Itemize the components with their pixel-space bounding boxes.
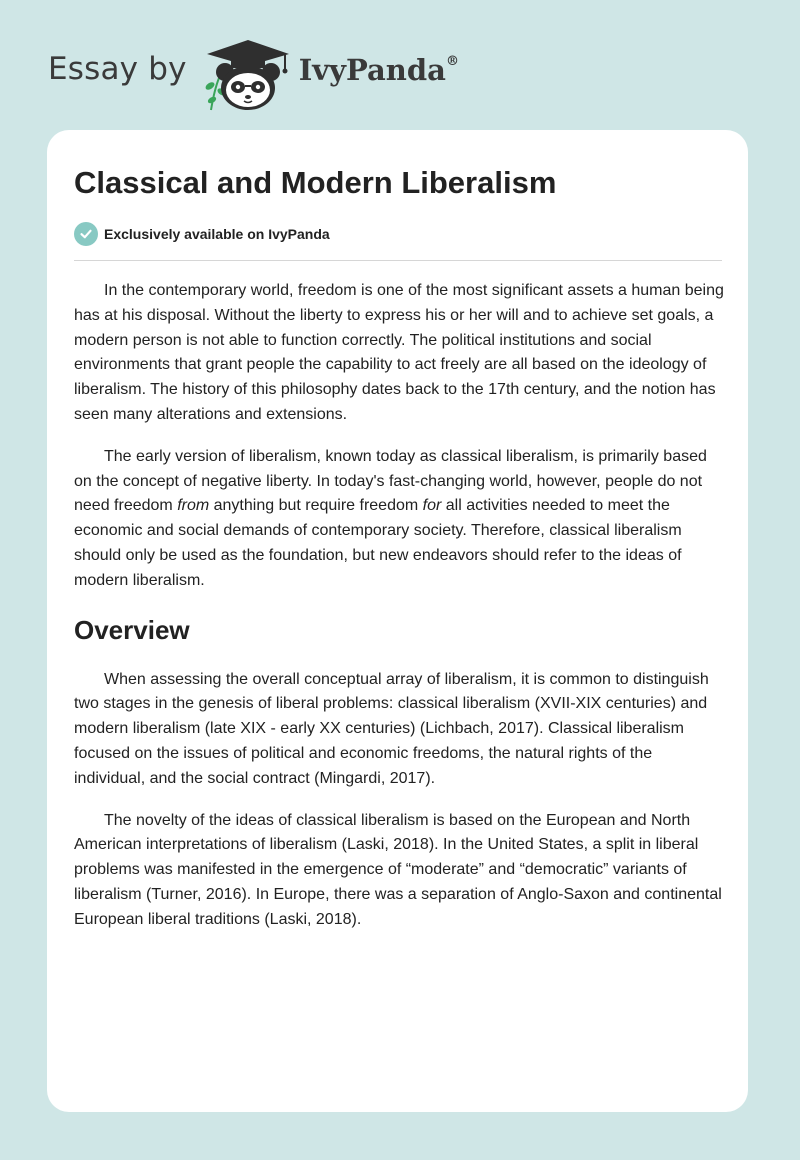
site-logo[interactable]	[48, 34, 459, 114]
section-heading-overview: Overview	[74, 614, 190, 645]
brand-prefix: Essay by	[48, 51, 187, 87]
registered-mark: ®	[445, 54, 459, 70]
check-circle-icon	[74, 222, 98, 246]
paragraph-text: The early version of liberalism, known today as classical liberalism, is primarily based on the concept of negative liberty. In today's fast-changing world, however, people do not need freedom	[74, 447, 707, 515]
article-body	[74, 279, 724, 950]
paragraph-text: anything but require freedom	[209, 497, 423, 515]
brand-name-text: IvyPanda	[298, 53, 446, 87]
paragraph: The novelty of the ideas of classical liberalism is based on the European and North American interpretations of liberalism (Laski, 2018). In the United States, a split in liberal problems was manifested in the emergence of “moderate” and “democratic” variants of liberalism (Turner, 2016). In Europe, there was a separation of Anglo-Saxon and continental European liberal traditions (Laski, 2018).	[74, 811, 722, 928]
paragraph-text: all activities needed to meet the economic and social demands of contemporary society. Therefore, classical liberalism should only be used as the foundation, but new endeavors should refer to the ideas of modern liberalism.	[74, 497, 682, 589]
panda-logo-icon	[201, 36, 297, 112]
badge-label: Exclusively available on IvyPanda	[104, 226, 330, 242]
article-card	[47, 130, 748, 1112]
emphasis-text: from	[177, 497, 210, 515]
divider	[74, 260, 722, 261]
brand-name	[299, 53, 459, 87]
page-title: Classical and Modern Liberalism	[74, 165, 557, 200]
paragraph: In the contemporary world, freedom is one of the most significant assets a human being has at his disposal. Without the liberty to express his or her will and to achieve set goals, a modern person is not able to function correctly. The political institutions and social environments that grant people the capability to act freely are all based on the ideology of liberalism. The history of this philosophy dates back to the 17th century, and the notion has seen many alterations and extensions.	[74, 282, 724, 423]
emphasis-text: for	[422, 497, 442, 515]
paragraph	[74, 445, 724, 594]
paragraph: When assessing the overall conceptual array of liberalism, it is common to distinguish two stages in the genesis of liberal problems: classical liberalism (XVII-XIX centuries) and modern liberalism (late XIX - early XX centuries) (Lichbach, 2017). Classical liberalism focused on the issues of political and economic freedoms, the natural rights of the individual, and the social contract (Mingardi, 2017).	[74, 670, 709, 787]
availability-badge	[74, 222, 330, 246]
